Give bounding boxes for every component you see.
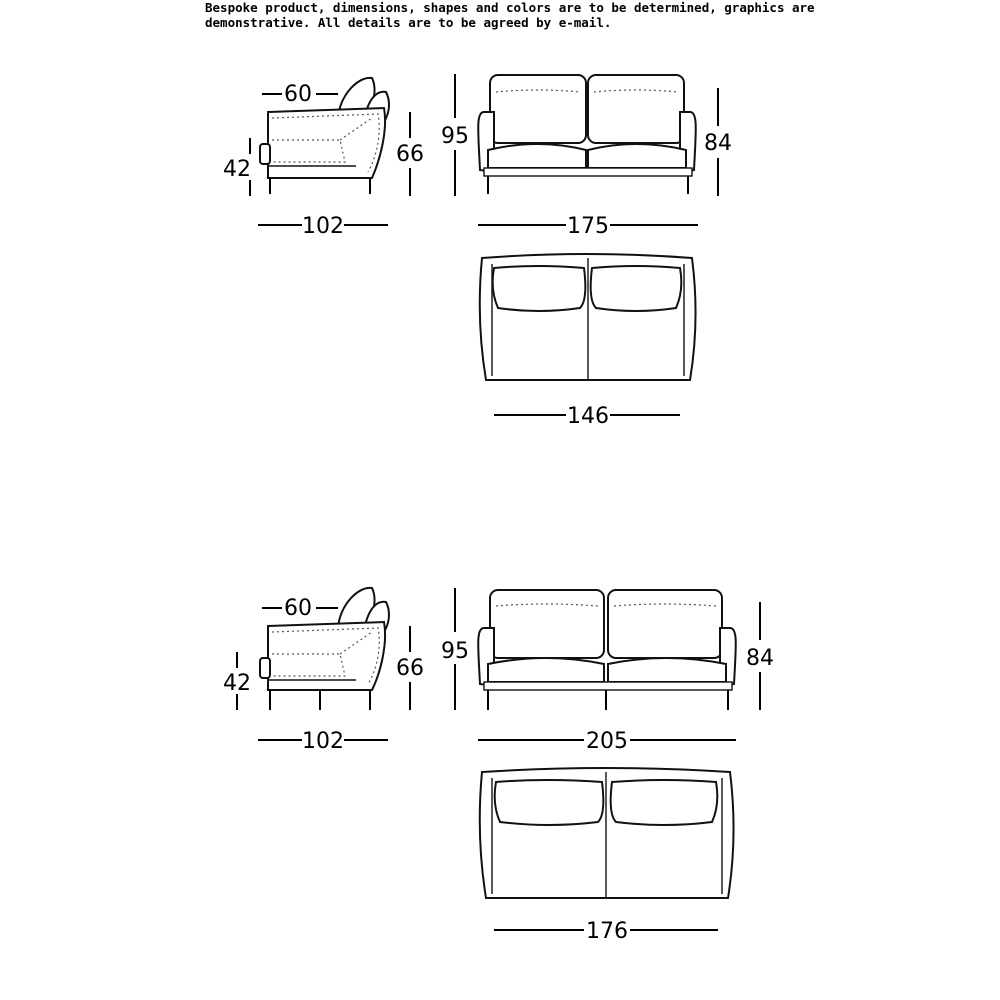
- m2-side-arm-height: 66: [396, 656, 424, 681]
- m2-front-back-height: 84: [746, 646, 774, 671]
- model-1-side-view: [223, 78, 424, 239]
- model-1-front-view: [441, 74, 732, 239]
- m1-front-width: 175: [567, 214, 609, 239]
- model-2-top-view: [480, 768, 734, 944]
- m2-front-height: 95: [441, 639, 469, 664]
- m2-side-depth: 102: [302, 729, 344, 754]
- m1-top-inner-width: 146: [567, 404, 609, 429]
- model-1-top-view: [480, 254, 696, 429]
- m1-front-height: 95: [441, 124, 469, 149]
- m2-front-width: 205: [586, 729, 628, 754]
- m1-side-depth: 102: [302, 214, 344, 239]
- m2-top-inner-width: 176: [586, 919, 628, 944]
- m1-side-seat-height: 42: [223, 157, 251, 182]
- model-2-front-view: [441, 588, 774, 754]
- m2-side-seat-depth: 60: [284, 596, 312, 621]
- m1-front-back-height: 84: [704, 131, 732, 156]
- m1-side-seat-depth: 60: [284, 82, 312, 107]
- disclaimer-line-1: Bespoke product, dimensions, shapes and colors are to be determined, graphics are: [205, 0, 815, 15]
- disclaimer-line-2: demonstrative. All details are to be agreed by e-mail.: [205, 15, 612, 30]
- model-2-side-view: [223, 588, 424, 754]
- m2-side-seat-height: 42: [223, 671, 251, 696]
- m1-side-arm-height: 66: [396, 142, 424, 167]
